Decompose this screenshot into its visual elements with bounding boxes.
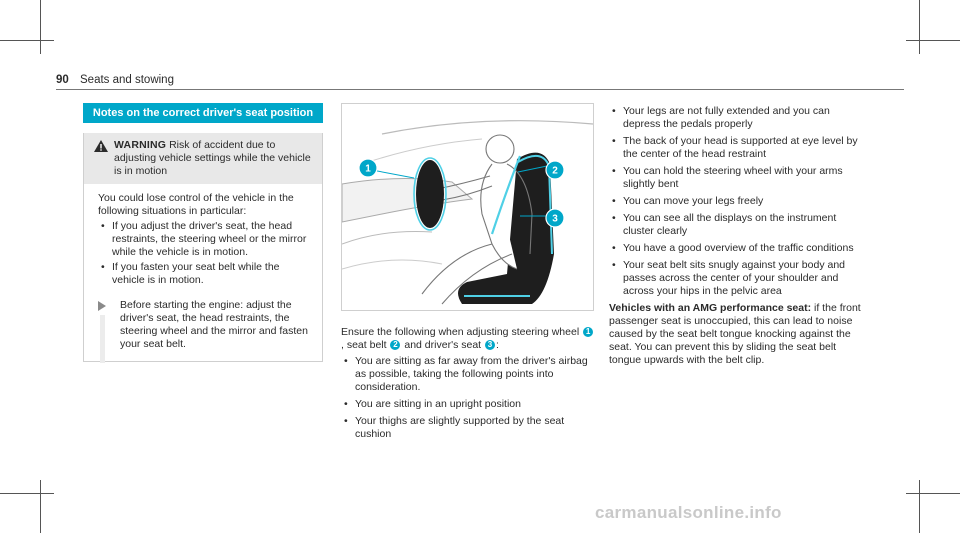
list-item: • You are sitting in an upright position <box>341 398 596 411</box>
ensure-intro <box>341 326 596 352</box>
warning-box <box>84 133 322 184</box>
warning-icon <box>94 140 108 152</box>
seat-position-figure <box>341 103 594 311</box>
crop-mark <box>919 480 920 533</box>
notes-column <box>83 103 323 362</box>
list-item: • If you fasten your seat belt while the vehicle is in motion. <box>98 261 312 287</box>
list-item: • You can hold the steering wheel with your arms slightly bent <box>609 165 869 191</box>
list-item: • You are sitting as far away from the driver's airbag as possible, taking the following points into consideration. <box>341 355 596 394</box>
callout-2: 2 <box>552 165 558 177</box>
amg-heading: Vehicles with an AMG performance seat: <box>609 302 812 314</box>
crop-mark <box>906 40 960 41</box>
crop-mark <box>40 0 41 54</box>
header-rule <box>56 89 904 90</box>
intro-text: You could lose control of the vehicle in the following situations in particular: <box>98 192 294 217</box>
watermark: carmanualsonline.info <box>595 503 782 522</box>
crop-mark <box>919 0 920 54</box>
page-header <box>56 74 174 86</box>
callout-1: 1 <box>365 163 371 175</box>
page-number: 90 <box>56 74 69 86</box>
ensure-list <box>341 355 596 441</box>
notes-box <box>83 133 323 362</box>
ensure-text: and driver's seat <box>404 339 482 351</box>
intro-block <box>84 184 322 287</box>
list-item: • You have a good overview of the traffic conditions <box>609 242 869 255</box>
amg-text: if the front passenger seat is unoccupied, this can lead to noise caused by the seat belt tongue knocking against the seat. You can prevent this by sliding the seat belt tongue upwards with the belt clip. <box>609 302 861 366</box>
ref-number-3: 3 <box>485 340 495 350</box>
ensure-column <box>341 326 596 443</box>
section-title: Notes on the correct driver's seat position <box>83 103 323 123</box>
arrow-right-icon <box>98 301 106 311</box>
warning-text: Risk of accident due to adjusting vehicle settings while the vehicle is in motion <box>114 139 311 177</box>
chapter-title: Seats and stowing <box>80 74 174 86</box>
tip-text: Before starting the engine: adjust the driver's seat, the head restraints, the steering wheel and the mirror and fasten your seat belt. <box>120 299 308 350</box>
tip-bar <box>100 315 105 363</box>
callout-3: 3 <box>552 213 558 225</box>
list-item: • The back of your head is supported at eye level by the center of the head restraint <box>609 135 869 161</box>
ref-number-1: 1 <box>583 327 593 337</box>
list-item: • Your thighs are slightly supported by the seat cushion <box>341 415 596 441</box>
ensure-text: , seat belt <box>341 339 387 351</box>
list-item: • You can see all the displays on the instrument cluster clearly <box>609 212 869 238</box>
crop-mark <box>0 40 54 41</box>
ensure-text: : <box>496 339 499 351</box>
conditions-column <box>609 103 869 367</box>
amg-paragraph <box>609 302 869 367</box>
list-item: • Your legs are not fully extended and you can depress the pedals properly <box>609 105 869 131</box>
list-item: • You can move your legs freely <box>609 195 869 208</box>
list-item: • If you adjust the driver's seat, the head restraints, the steering wheel or the mirror while the vehicle is in motion. <box>98 220 312 259</box>
crop-mark <box>40 480 41 533</box>
tip-block <box>98 299 310 351</box>
ensure-text: Ensure the following when adjusting steering wheel <box>341 326 580 338</box>
warning-label: WARNING <box>114 139 167 151</box>
driver-illustration <box>342 104 593 310</box>
list-item: • Your seat belt sits snugly against your body and passes across the center of your shoulder and across your hips in the pelvic area <box>609 259 869 298</box>
conditions-list <box>609 105 869 298</box>
ref-number-2: 2 <box>390 340 400 350</box>
crop-mark <box>0 493 54 494</box>
crop-mark <box>906 493 960 494</box>
situation-list <box>98 220 312 287</box>
